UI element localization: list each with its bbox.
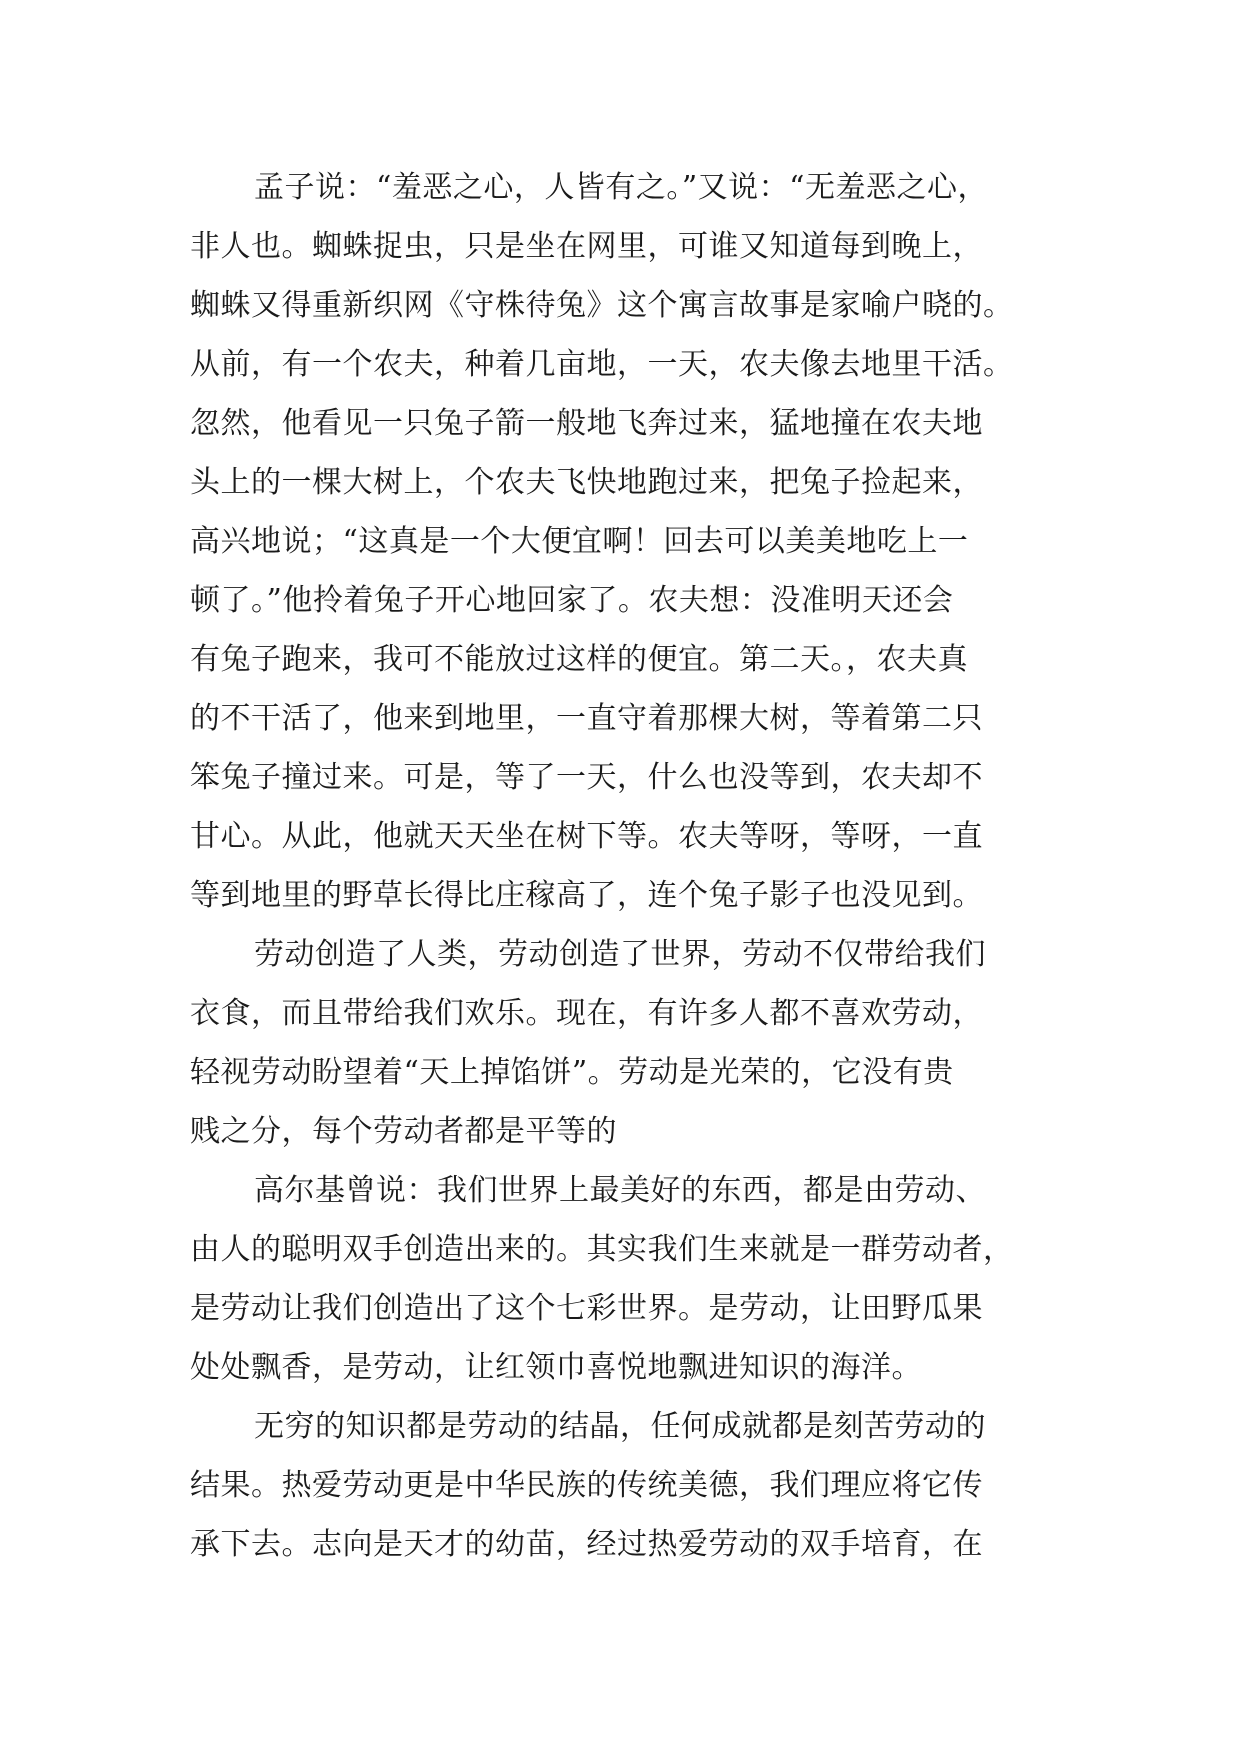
- text-line: 忽然，他看见一只兔子箭一般地飞奔过来，猛地撞在农夫地: [190, 406, 983, 441]
- text-line: 是劳动让我们创造出了这个七彩世界。是劳动，让田野瓜果: [190, 1291, 983, 1326]
- text-line: 结果。热爱劳动更是中华民族的传统美德，我们理应将它传: [190, 1468, 983, 1503]
- paragraph-labor-creates: [190, 925, 1070, 1161]
- text-line: 笨兔子撞过来。可是，等了一天，什么也没等到，农夫却不: [190, 760, 983, 795]
- paragraph-mencius-story: [190, 158, 1070, 925]
- paragraph-knowledge: [190, 1397, 1070, 1574]
- text-line: 孟子说：“羞恶之心，人皆有之。”又说：“无羞恶之心，: [254, 170, 989, 205]
- text-line: 蜘蛛又得重新织网《守株待兔》这个寓言故事是家喻户晓的。: [190, 288, 1014, 323]
- text-line: 贱之分，每个劳动者都是平等的: [190, 1114, 617, 1149]
- paragraph-gorky-quote: [190, 1161, 1070, 1397]
- text-line: 等到地里的野草长得比庄稼高了，连个兔子影子也没见到。: [190, 878, 983, 913]
- text-line: 劳动创造了人类，劳动创造了世界，劳动不仅带给我们: [254, 937, 986, 972]
- text-line: 有兔子跑来，我可不能放过这样的便宜。第二天。，农夫真: [190, 642, 968, 677]
- text-line: 轻视劳动盼望着“天上掉馅饼”。劳动是光荣的，它没有贵: [190, 1055, 954, 1090]
- text-line: 高兴地说；“这真是一个大便宜啊！回去可以美美地吃上一: [190, 524, 969, 559]
- text-line: 承下去。志向是天才的幼苗，经过热爱劳动的双手培育，在: [190, 1527, 983, 1562]
- text-line: 顿了。”他拎着兔子开心地回家了。农夫想：没准明天还会: [190, 583, 954, 618]
- text-line: 甘心。从此，他就天天坐在树下等。农夫等呀，等呀，一直: [190, 819, 983, 854]
- document-body: [190, 158, 1070, 1574]
- text-line: 从前，有一个农夫，种着几亩地，一天，农夫像去地里干活。: [190, 347, 1014, 382]
- text-line: 的不干活了，他来到地里，一直守着那棵大树，等着第二只: [190, 701, 983, 736]
- text-line: 衣食，而且带给我们欢乐。现在，有许多人都不喜欢劳动，: [190, 996, 983, 1031]
- text-line: 高尔基曾说：我们世界上最美好的东西，都是由劳动、: [254, 1173, 986, 1208]
- text-line: 由人的聪明双手创造出来的。其实我们生来就是一群劳动者，: [190, 1232, 1014, 1267]
- text-line: 无穷的知识都是劳动的结晶，任何成就都是刻苦劳动的: [254, 1409, 986, 1444]
- text-line: 非人也。蜘蛛捉虫，只是坐在网里，可谁又知道每到晚上，: [190, 229, 983, 264]
- text-line: 头上的一棵大树上，个农夫飞快地跑过来，把兔子捡起来，: [190, 465, 983, 500]
- text-line: 处处飘香，是劳动，让红领巾喜悦地飘进知识的海洋。: [190, 1350, 922, 1385]
